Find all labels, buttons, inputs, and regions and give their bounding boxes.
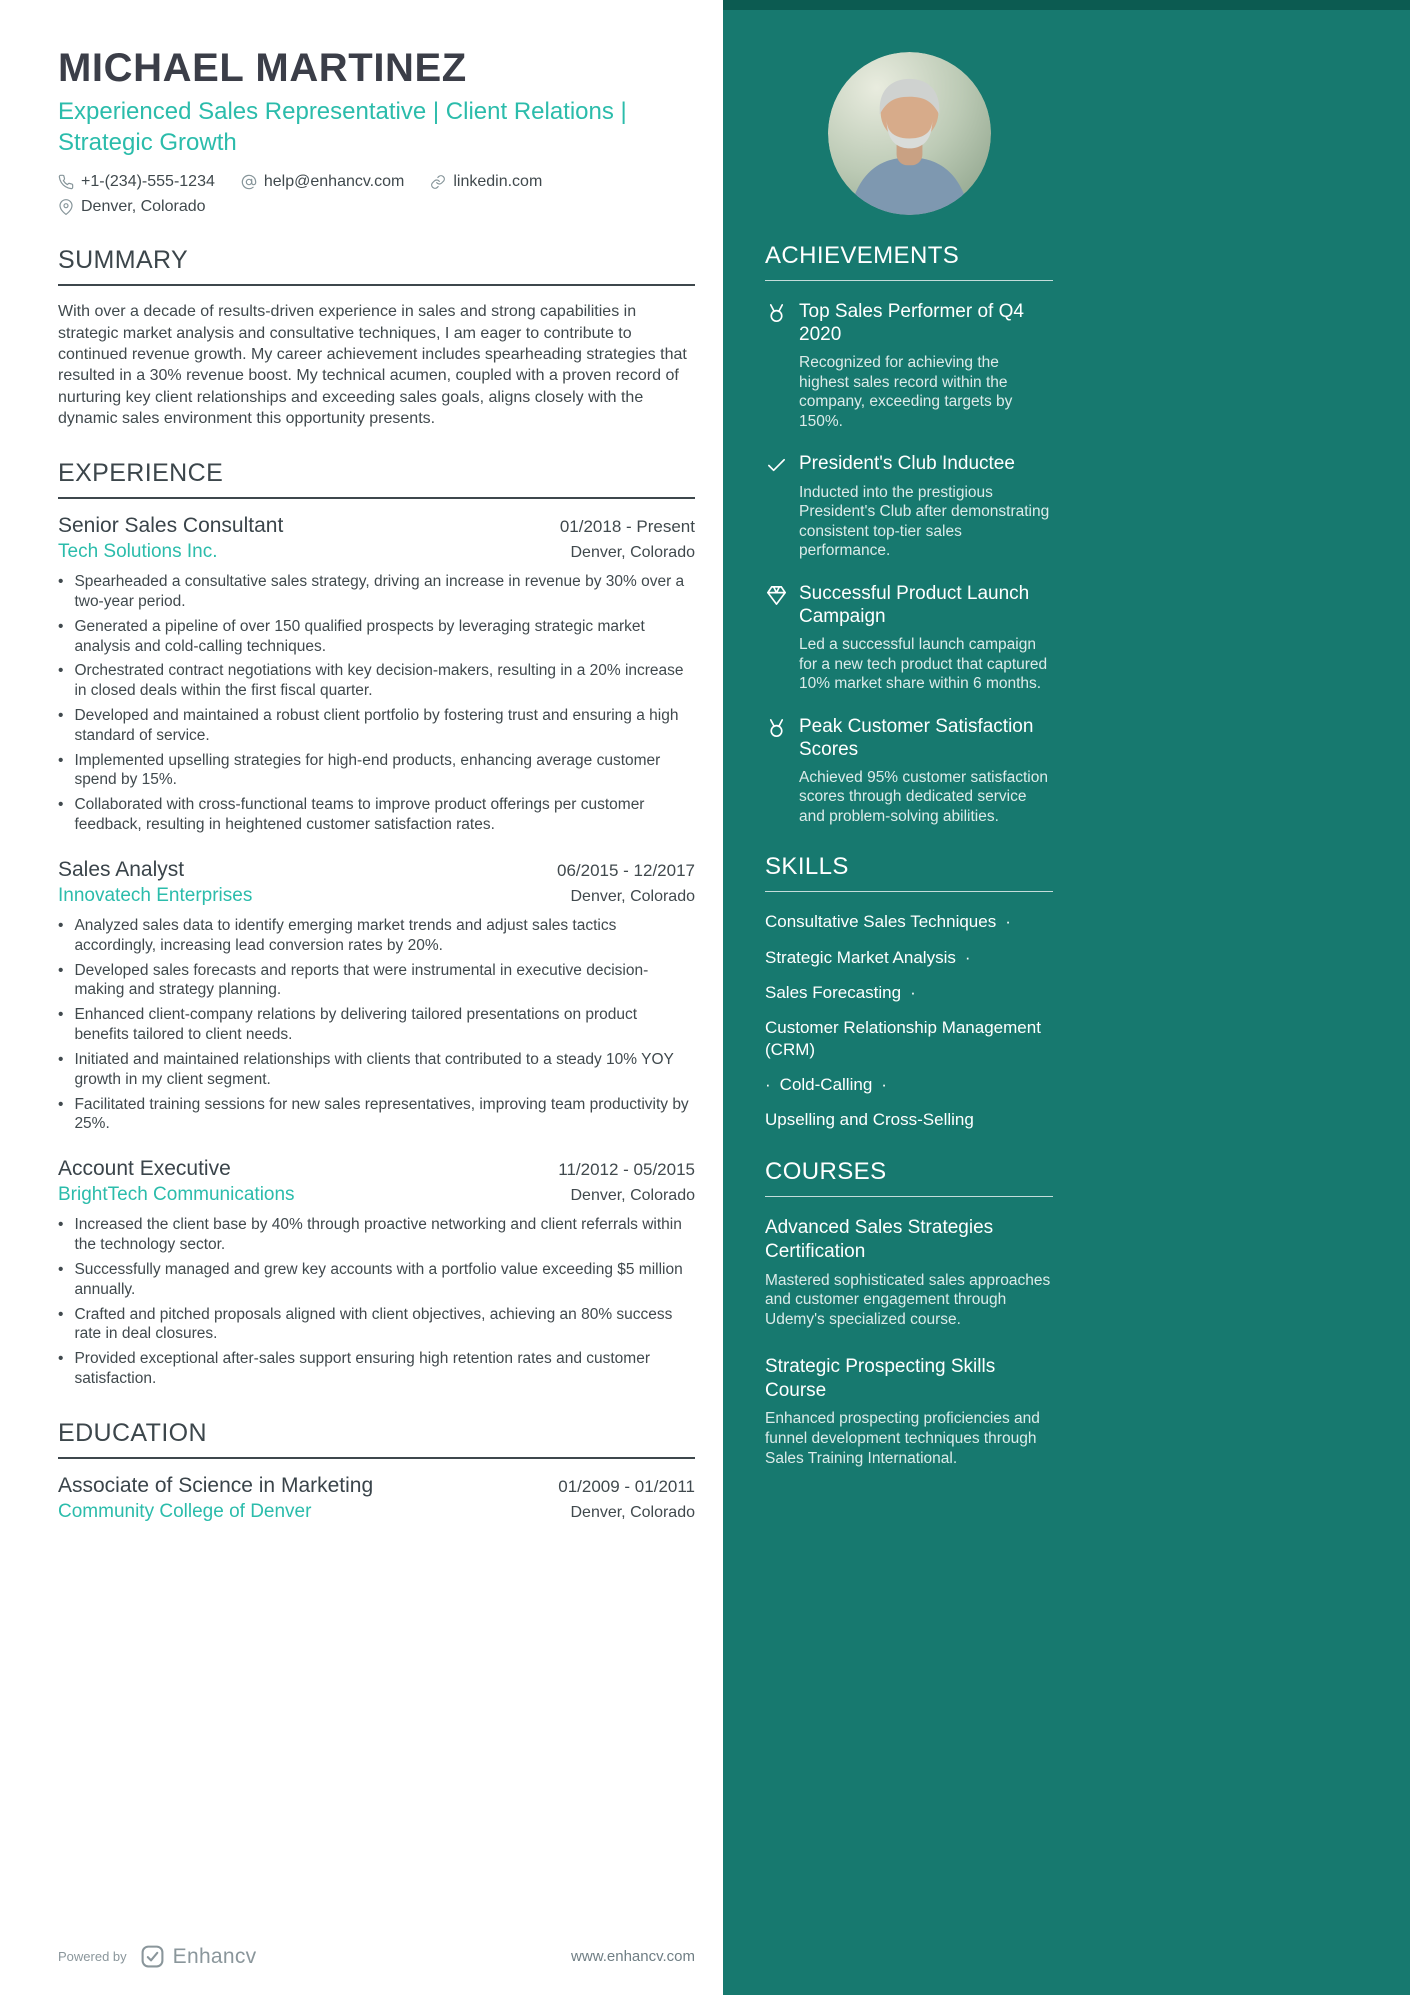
skill-item: Customer Relationship Management (CRM) [765,1017,1041,1059]
degree-title: Associate of Science in Marketing [58,1473,374,1497]
achievement-title: Top Sales Performer of Q4 2020 [799,301,1024,346]
bullet-item: • Spearheaded a consultative sales strategy, driving an increase in revenue by 30% over a two-year period. [58,572,695,612]
medal-icon [765,300,788,431]
courses-section [765,1158,1053,1468]
summary-heading: SUMMARY [58,246,695,286]
achievement-item [765,300,1053,431]
skill-item: Sales Forecasting [765,982,902,1002]
education-location: Denver, Colorado [570,1503,695,1521]
bullet-item: • Orchestrated contract negotiations with key decision-makers, resulting in a 20% increase in closed deals within the first fiscal quarter. [58,661,695,701]
course-title: Strategic Prospecting Skills Course [765,1355,996,1402]
company-name: Innovatech Enterprises [58,884,253,906]
experience-heading: EXPERIENCE [58,459,695,499]
achievement-text: Led a successful launch campaign for a new tech product that captured 10% market share within 6 months. [799,635,1048,693]
skill-separator: · [910,982,916,1002]
experience-entry [58,858,695,1134]
job-bullets [58,1215,695,1389]
page-title: MICHAEL MARTINEZ [58,46,467,90]
map-pin-icon [58,199,74,215]
bullet-item: • Facilitated training sessions for new sales representatives, improving team productivity by 25%. [58,1095,695,1135]
phone-value: +1-(234)-555-1234 [81,173,215,191]
courses-heading: COURSES [765,1158,1053,1197]
experience-section [58,459,695,1389]
enhancv-logo-icon [140,1944,165,1969]
sidebar [723,0,1410,1995]
summary-section [58,246,695,429]
profile-photo [828,52,991,215]
enhancv-logo[interactable] [140,1944,257,1969]
achievements-heading: ACHIEVEMENTS [765,242,1053,281]
email-entry[interactable] [241,173,404,191]
company-name: BrightTech Communications [58,1184,295,1206]
summary-text: With over a decade of results-driven experience in sales and strong capabilities in strategic market analysis and consultative techniques, I am eager to contribute to continued revenue growth. My career achievement includes spearheading strategies that resulted in a 30% revenue boost. My technical acumen, coupled with a proven record of nurturing key client relationships and exceeding sales goals, aligns closely with the dynamic sales environment this opportunity presents. [58,303,687,427]
role-subtitle: Experienced Sales Representative | Client Relations | Strategic Growth [58,98,627,156]
bullet-item: • Generated a pipeline of over 150 qualified prospects by leveraging strategic market analysis and cold-calling techniques. [58,617,695,657]
medal-icon [765,715,788,827]
bullet-item: • Increased the client base by 40% through proactive networking and client referrals within the technology sector. [58,1215,695,1255]
email-value[interactable]: help@enhancv.com [263,173,405,191]
gem-icon [765,582,788,694]
sidebar-top-band [723,0,1410,10]
school-name: Community College of Denver [58,1500,312,1522]
contact-row-1 [58,173,695,191]
course-title: Advanced Sales Strategies Certification [765,1217,994,1263]
bullet-item: • Successfully managed and grew key accounts with a portfolio value exceeding $5 million annually. [58,1260,695,1300]
achievement-text: Recognized for achieving the highest sales record within the company, exceeding targets by 150%. [799,354,1013,430]
achievement-text: Inducted into the prestigious President's Club after demonstrating consistent top-tier sales performance. [799,483,1050,560]
powered-by-label: Powered by [58,1949,127,1964]
job-dates: 11/2012 - 05/2015 [558,1160,695,1180]
bullet-item: • Implemented upselling strategies for high-end products, enhancing average customer spend by 15%. [58,751,695,791]
bullet-item: • Enhanced client-company relations by delivering tailored presentations on product benefits tailored to client needs. [58,1005,695,1045]
bullet-item: • Developed sales forecasts and reports that were instrumental in executive decision-making and strategy planning. [58,961,695,1001]
education-heading: EDUCATION [58,1419,695,1459]
education-dates: 01/2009 - 01/2011 [558,1476,695,1496]
company-name: Tech Solutions Inc. [58,541,218,563]
achievement-item [765,582,1053,694]
achievement-title: President's Club Inductee [799,453,1015,475]
experience-entry [58,514,695,835]
enhancv-wordmark: Enhancv [172,1944,257,1968]
skill-separator: · [1005,912,1011,932]
skills-list [765,911,1053,1131]
job-title: Sales Analyst [58,857,185,881]
skill-item: Upselling and Cross-Selling [765,1109,974,1129]
enhancv-website-link[interactable]: www.enhancv.com [571,1948,695,1965]
check-icon [765,452,788,560]
location-entry [58,198,206,216]
achievement-item [765,715,1053,827]
achievement-text: Achieved 95% customer satisfaction scores through dedicated service and problem-solving abilities. [799,768,1048,825]
skill-separator: · [765,1074,771,1094]
achievement-title: Peak Customer Satisfaction Scores [799,715,1034,760]
phone-entry [58,173,215,191]
experience-entry [58,1157,695,1389]
achievement-item [765,452,1053,560]
job-dates: 01/2018 - Present [559,517,695,537]
skill-item: Strategic Market Analysis [765,947,956,967]
at-sign-icon [241,174,257,190]
course-item [765,1216,1053,1330]
bullet-item: • Crafted and pitched proposals aligned with client objectives, achieving an 80% success rate in deal closures. [58,1305,695,1345]
skill-separator: · [881,1074,887,1094]
job-location: Denver, Colorado [570,1187,695,1205]
link-icon [430,174,446,190]
contact-row-2 [58,198,695,216]
course-text: Mastered sophisticated sales approaches and customer engagement through Udemy's specialized course. [765,1271,1051,1329]
link-entry[interactable] [430,173,542,191]
bullet-item: • Provided exceptional after-sales support ensuring high retention rates and customer satisfaction. [58,1349,695,1389]
education-entry [58,1474,695,1523]
achievement-title: Successful Product Launch Campaign [799,582,1030,627]
job-title: Account Executive [58,1157,231,1181]
bullet-item: • Collaborated with cross-functional teams to improve product offerings per customer feedback, resulting in heightened customer satisfaction rates. [58,795,695,835]
link-value[interactable]: linkedin.com [453,173,543,191]
job-dates: 06/2015 - 12/2017 [556,860,695,880]
course-item [765,1355,1053,1469]
contact-block [58,173,695,216]
job-bullets [58,572,695,835]
education-section [58,1419,695,1523]
bullet-item: • Initiated and maintained relationships with clients that contributed to a steady 10% YOY growth in my client segment. [58,1050,695,1090]
achievements-section [765,242,1053,826]
bullet-item: • Analyzed sales data to identify emerging market trends and adjust sales tactics accordingly, increasing lead conversion rates by 20%. [58,916,695,956]
skill-item: Consultative Sales Techniques [765,912,997,932]
job-title: Senior Sales Consultant [58,514,284,538]
skills-section [765,853,1053,1131]
bullet-item: • Developed and maintained a robust client portfolio by fostering trust and ensuring a high standard of service. [58,706,695,746]
job-location: Denver, Colorado [570,887,695,905]
location-value: Denver, Colorado [81,198,206,216]
skill-separator: · [964,947,971,967]
job-location: Denver, Colorado [570,544,695,562]
page-footer [58,1944,695,1969]
job-bullets [58,916,695,1134]
sidebar-content [765,52,1053,1468]
phone-icon [58,174,74,190]
course-text: Enhanced prospecting proficiencies and funnel development techniques through Sales Training International. [765,1410,1040,1467]
skill-item: Cold-Calling [779,1074,873,1094]
skills-heading: SKILLS [765,853,1053,892]
